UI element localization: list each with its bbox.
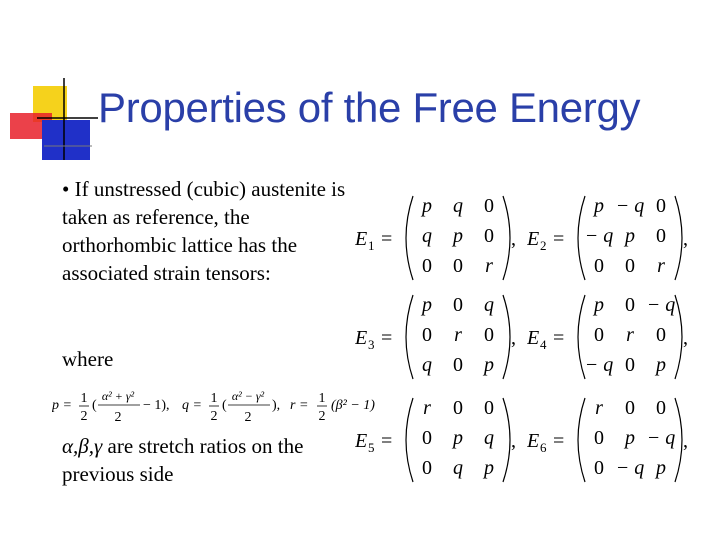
right-paren xyxy=(503,398,510,482)
strain-matrix-5 xyxy=(355,390,535,490)
right-paren xyxy=(503,196,510,280)
matrix-entry: r xyxy=(626,324,634,346)
matrix-subscript: 6 xyxy=(540,440,547,455)
matrix-entry: 0 xyxy=(422,324,432,346)
q-lhs: q = xyxy=(182,398,202,413)
strain-matrix-1 xyxy=(355,188,535,288)
matrix-entry: p xyxy=(422,195,432,217)
where-label: where xyxy=(62,347,114,371)
p-tail: − 1), xyxy=(143,398,170,413)
matrix-entry: p xyxy=(594,195,604,217)
matrix-entry: 0 xyxy=(625,397,635,419)
strain-matrix-2 xyxy=(527,188,707,288)
r-half-den: 2 xyxy=(318,409,326,424)
matrix-entry: 0 xyxy=(594,427,604,449)
matrix-equals: = xyxy=(553,430,565,452)
matrix-entry: 0 xyxy=(625,294,635,316)
matrix-label: E xyxy=(527,228,540,250)
matrix-equals: = xyxy=(381,327,393,349)
r-half-num: 1 xyxy=(318,391,326,406)
matrix-label: E xyxy=(355,430,368,452)
matrix-entry: q xyxy=(484,294,494,316)
matrix-subscript: 2 xyxy=(540,238,547,253)
matrix-entry: 0 xyxy=(594,324,604,346)
r-lhs: r = xyxy=(290,398,309,413)
matrix-comma: , xyxy=(683,327,688,349)
matrix-entry: 0 xyxy=(484,397,494,419)
left-paren xyxy=(578,398,585,482)
strain-matrix-6 xyxy=(527,390,707,490)
matrix-subscript: 1 xyxy=(368,238,375,253)
matrix-entry: q xyxy=(484,427,494,449)
left-paren xyxy=(406,196,413,280)
matrix-entry: r xyxy=(595,397,603,419)
matrix-entry: r xyxy=(454,324,462,346)
q-half-num: 1 xyxy=(210,391,218,406)
p-num: α² + γ² xyxy=(101,389,135,403)
matrix-entry: 0 xyxy=(656,225,666,247)
matrix-entry: p xyxy=(594,294,604,316)
matrix-label: E xyxy=(355,327,368,349)
matrix-subscript: 4 xyxy=(540,337,547,352)
matrix-equals: = xyxy=(381,430,393,452)
matrix-entry: p xyxy=(656,354,666,376)
matrix-entry: 0 xyxy=(453,397,463,419)
matrix-entry: 0 xyxy=(625,354,635,376)
matrix-entry: − q xyxy=(646,294,676,316)
right-paren xyxy=(675,196,682,280)
matrix-entry: p xyxy=(484,457,494,479)
matrix-label: E xyxy=(527,327,540,349)
matrix-entry: q xyxy=(422,225,432,247)
matrix-entry: p xyxy=(625,427,635,449)
matrix-entry: p xyxy=(422,294,432,316)
matrix-comma: , xyxy=(511,430,516,452)
intro-text: • If unstressed (cubic) austenite is taken as reference, the orthorhombic lattice has the associated strain tensors: xyxy=(62,177,346,285)
matrix-entry: p xyxy=(656,457,666,479)
matrix-comma: , xyxy=(683,228,688,250)
matrix-entry: 0 xyxy=(453,255,463,277)
matrix-entry: 0 xyxy=(422,255,432,277)
intro-line-1: If unstressed (cubic) austenite is xyxy=(74,177,346,201)
matrix-entry: 0 xyxy=(422,427,432,449)
matrix-entry: − q xyxy=(584,354,614,376)
slide-title: Properties of the Free Energy xyxy=(98,84,641,131)
p-half-den: 2 xyxy=(80,409,88,424)
q-tail: ), xyxy=(272,398,281,413)
r-body: (β² − 1) xyxy=(331,398,375,413)
p-den: 2 xyxy=(114,410,122,425)
q-den: 2 xyxy=(244,410,252,425)
slide-logo xyxy=(0,0,110,170)
stretch-text xyxy=(62,432,303,488)
left-paren xyxy=(406,398,413,482)
matrix-entry: − q xyxy=(615,457,645,479)
matrix-entry: 0 xyxy=(484,225,494,247)
matrix-subscript: 5 xyxy=(368,440,375,455)
matrix-entry: − q xyxy=(646,427,676,449)
matrix-entry: p xyxy=(453,225,463,247)
matrix-comma: , xyxy=(511,228,516,250)
stretch-line-1: are stretch ratios on the xyxy=(102,434,304,458)
matrix-equals: = xyxy=(381,228,393,250)
matrix-entry: r xyxy=(657,255,665,277)
matrix-entry: 0 xyxy=(453,294,463,316)
p-lhs: p = xyxy=(52,398,72,413)
q-num: α² − γ² xyxy=(231,389,265,403)
matrix-entry: r xyxy=(485,255,493,277)
intro-line-4: associated strain tensors: xyxy=(62,261,271,285)
matrix-entry: 0 xyxy=(656,195,666,217)
matrix-entry: 0 xyxy=(422,457,432,479)
matrix-entry: 0 xyxy=(594,457,604,479)
strain-matrix-3 xyxy=(355,287,535,387)
right-paren xyxy=(675,295,682,379)
strain-matrix-4 xyxy=(527,287,707,387)
matrix-equals: = xyxy=(553,327,565,349)
matrix-entry: r xyxy=(423,397,431,419)
matrix-entry: − q xyxy=(584,225,614,247)
matrix-entry: q xyxy=(453,457,463,479)
right-paren xyxy=(503,295,510,379)
stretch-line-2: previous side xyxy=(62,462,174,486)
matrix-entry: p xyxy=(625,225,635,247)
matrix-equals: = xyxy=(553,228,565,250)
left-paren xyxy=(406,295,413,379)
matrix-entry: p xyxy=(484,354,494,376)
matrix-subscript: 3 xyxy=(368,337,375,352)
matrix-entry: 0 xyxy=(656,397,666,419)
right-paren xyxy=(675,398,682,482)
svg-text:(: ( xyxy=(92,398,97,413)
matrix-label: E xyxy=(355,228,368,250)
intro-line-2: taken as reference, the xyxy=(62,205,250,229)
matrix-label: E xyxy=(527,430,540,452)
pqr-formula xyxy=(52,382,392,428)
matrix-entry: q xyxy=(453,195,463,217)
svg-text:(: ( xyxy=(222,398,227,413)
matrix-comma: , xyxy=(683,430,688,452)
p-half-num: 1 xyxy=(80,391,88,406)
matrix-entry: 0 xyxy=(453,354,463,376)
matrix-entry: 0 xyxy=(625,255,635,277)
stretch-greek: α,β,γ xyxy=(62,434,103,458)
matrix-comma: , xyxy=(511,327,516,349)
matrix-entry: q xyxy=(422,354,432,376)
intro-line-3: orthorhombic lattice has the xyxy=(62,233,298,257)
matrix-entry: p xyxy=(453,427,463,449)
matrix-entry: − q xyxy=(615,195,645,217)
q-half-den: 2 xyxy=(210,409,218,424)
matrix-entry: 0 xyxy=(484,324,494,346)
matrix-entry: 0 xyxy=(484,195,494,217)
matrix-entry: 0 xyxy=(656,324,666,346)
matrix-entry: 0 xyxy=(594,255,604,277)
